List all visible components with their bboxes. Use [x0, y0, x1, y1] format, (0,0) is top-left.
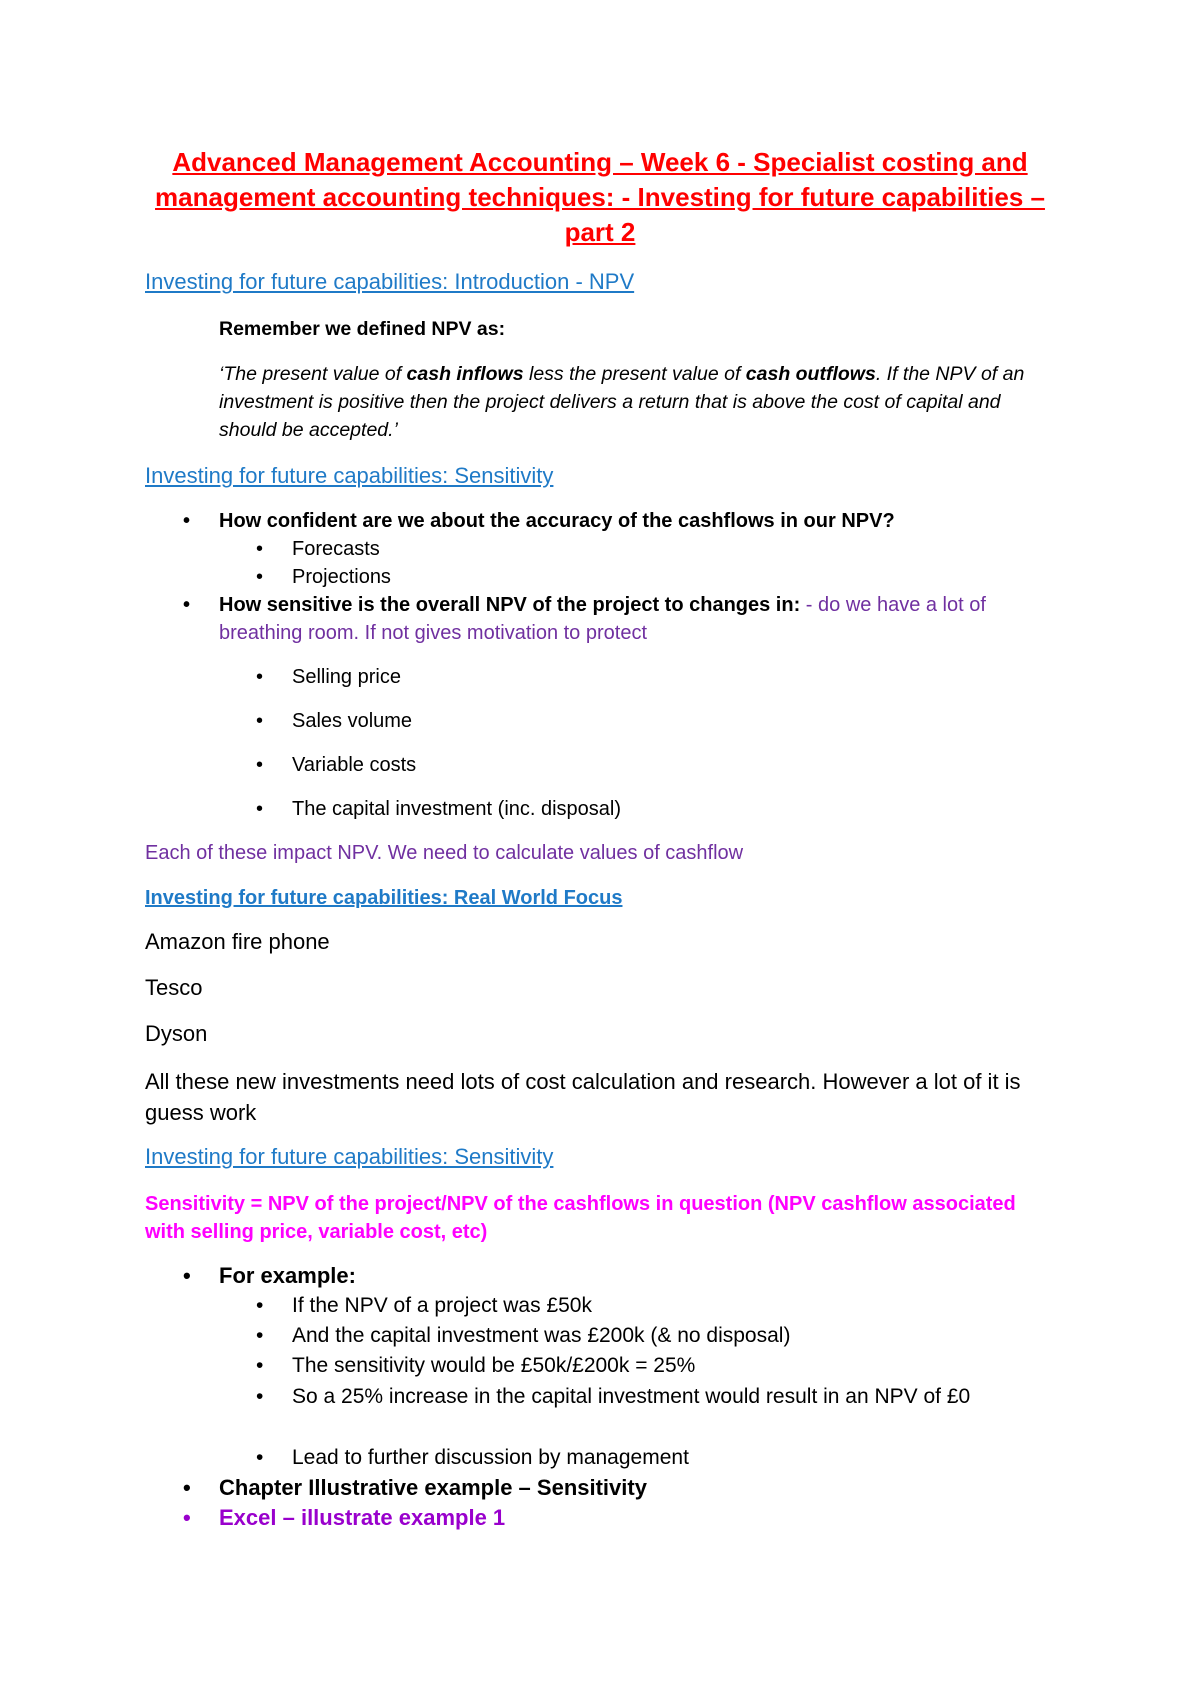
bullet-icon: • — [256, 1324, 264, 1347]
list-item-label: Forecasts — [292, 538, 380, 560]
list-item-label: Lead to further discussion by management — [292, 1446, 689, 1469]
list-item — [183, 1262, 356, 1290]
bullet-icon: • — [183, 1505, 191, 1530]
quote-bold-outflows: cash outflows — [745, 363, 876, 385]
list-item-label: Selling price — [292, 666, 401, 688]
list-item — [256, 1382, 1052, 1412]
list-item — [183, 507, 895, 535]
bullet-icon: • — [256, 754, 264, 776]
real-world-note: All these new investments need lots of cost calculation and research. However a lot of it is guess work — [145, 1069, 1021, 1125]
list-item — [256, 1444, 689, 1472]
impact-note: Each of these impact NPV. We need to calculate values of cashflow — [145, 842, 744, 864]
list-item-label: If the NPV of a project was £50k — [292, 1294, 592, 1317]
list-item — [256, 1292, 592, 1320]
heading-real-world-focus: Investing for future capabilities: Real World Focus — [145, 887, 623, 909]
list-item — [256, 751, 417, 779]
list-item-label: Projections — [292, 566, 391, 588]
list-item — [256, 707, 413, 735]
bullet-icon: • — [256, 1446, 264, 1469]
bullet-icon: • — [183, 510, 191, 532]
list-item — [183, 591, 1049, 647]
bullet-icon: • — [256, 538, 264, 560]
list-item — [256, 563, 391, 591]
list-item — [183, 1504, 506, 1532]
bullet-icon: • — [256, 1354, 264, 1377]
list-item-label: So a 25% increase in the capital investment would result in an NPV of £0 — [292, 1385, 971, 1408]
npv-definition-quote — [219, 360, 1049, 444]
list-item — [256, 1322, 791, 1350]
bullet-icon: • — [183, 594, 191, 616]
chapter-example: Chapter Illustrative example – Sensitivity — [219, 1475, 647, 1500]
bullet-icon: • — [256, 1385, 264, 1408]
bullet-icon: • — [256, 710, 264, 732]
heading-sensitivity-2: Investing for future capabilities: Sensitivity — [145, 1144, 554, 1169]
list-item — [256, 663, 401, 691]
list-item-label: And the capital investment was £200k (& no disposal) — [292, 1324, 791, 1347]
list-item-label: Sales volume — [292, 710, 413, 732]
example-label: For example: — [219, 1263, 356, 1288]
example-dyson: Dyson — [145, 1021, 208, 1046]
bullet-icon: • — [256, 1294, 264, 1317]
document-title: Advanced Management Accounting – Week 6 - Specialist costing and management accounting techniques: - Investing for future capabilities – part 2 — [155, 147, 1045, 247]
bullet-icon: • — [256, 566, 264, 588]
sensitivity-formula: Sensitivity = NPV of the project/NPV of the cashflows in question (NPV cashflow associated with selling price, variable cost, etc) — [145, 1193, 1016, 1243]
list-item-label: The sensitivity would be £50k/£200k = 25% — [292, 1354, 696, 1377]
list-item — [183, 1474, 647, 1502]
question-confidence: How confident are we about the accuracy of the cashflows in our NPV? — [219, 510, 895, 532]
list-item — [256, 1352, 696, 1380]
quote-text: . If the NPV of an investment is positive then the project delivers a return that is above the cost of capital and should be accepted.’ — [219, 363, 1025, 441]
excel-example: Excel – illustrate example 1 — [219, 1505, 506, 1530]
list-item — [256, 795, 622, 823]
quote-text: less the present value of — [523, 363, 746, 385]
bullet-icon: • — [183, 1263, 191, 1288]
list-item-label: The capital investment (inc. disposal) — [292, 798, 622, 820]
bullet-icon: • — [183, 1475, 191, 1500]
example-tesco: Tesco — [145, 975, 203, 1000]
bullet-icon: • — [256, 666, 264, 688]
question-sensitivity: How sensitive is the overall NPV of the project to changes in: — [219, 594, 801, 616]
quote-text: ‘The present value of — [219, 363, 407, 385]
example-amazon: Amazon fire phone — [145, 929, 330, 954]
remember-label: Remember we defined NPV as: — [219, 318, 506, 340]
bullet-icon: • — [256, 798, 264, 820]
list-item-label: Variable costs — [292, 754, 417, 776]
question-note: - do we have a lot of breathing room. If not gives motivation to protect — [219, 594, 986, 644]
heading-introduction-npv: Investing for future capabilities: Introduction - NPV — [145, 269, 635, 294]
quote-bold-inflows: cash inflows — [406, 363, 524, 385]
heading-sensitivity-1: Investing for future capabilities: Sensitivity — [145, 463, 554, 488]
list-item — [256, 535, 380, 563]
